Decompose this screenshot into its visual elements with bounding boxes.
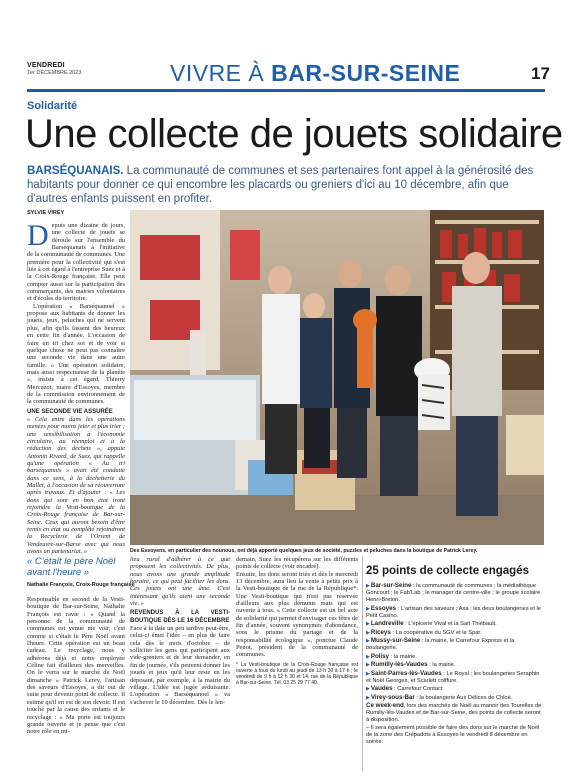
col1-paragraph-1: epuis une dizaine de jours, une collecte de jouets se déroule sur l'ensemble du Barséquanais à l'initiative de la communauté de communes. Une première pour la collectivité qui s'est liée à cet égard à l'entreprise Suez et à la Croix-Rouge française. Elle peut compter aussi sur la participation des commerçants, des mairies volontaires et d'écoles du territoire.	[27, 222, 125, 303]
issue-date: 1er DÉCEMBRE 2023	[27, 70, 82, 76]
lead-paragraph	[27, 164, 542, 206]
triangle-bullet-icon: ▶	[366, 694, 370, 701]
section-place: BAR-SUR-SEINE	[271, 60, 461, 86]
extra-note: – Il sera également possible de faire des dons sur le marché de Noël de la zone des Crépadots à Essoyes le vendredi 8 décembre en soirée.	[366, 724, 540, 745]
list-item: ▶Mussy-sur-Seine : la mairie, le Carrefour Express et la boulangerie.	[366, 637, 515, 651]
list-item: ▶Riceys : La coopérative du SGV et le Spar.	[366, 628, 482, 636]
week-end-note: Ce week-end, lors des marchés de Noël au manoir des Tourelles de Rumilly-lès-Vaudes et de Bar-sur-Seine, des points de collecte seront à disposition.	[366, 702, 542, 723]
article-photo	[130, 210, 544, 545]
triangle-bullet-icon: ▶	[366, 662, 370, 668]
column-b	[130, 556, 230, 706]
col-c-paragraph-2: Ensuite, les dons seront triés et dès le mercredi 13 décembre, aura lieu la vente à petits prix à la Vesti-boutique de la rue de la République*. Une Vesti-boutique qui n'est pas réservée d'ailleurs aux plus démunis mais qui est ouverte à tous. « Cette collecte est un bel acte de solidarité qui permet d'envisager ces fêtes de fin d'année, souvent synonymes d'abondance, sous le prisme du partage et de la responsabilité écologique », ponctue Claude Penot, président de la communauté de communes.	[236, 570, 358, 659]
triangle-bullet-icon: ▶	[366, 629, 370, 636]
section-prefix: VIVRE À	[170, 60, 272, 86]
sidebar-title: 25 points de collecte engagés	[366, 565, 529, 577]
lead-place: BARSÉQUANAIS.	[27, 165, 124, 177]
col1-subhead: UNE SECONDE VIE ASSURÉE	[27, 408, 113, 415]
list-item: ▶Essoyes : L'artisan des saveurs ; Axa ; les deux boulangeries et le Petit Casino.	[366, 604, 541, 619]
list-item: ▶Vaudes : Carrefour Contact	[366, 685, 443, 692]
col-b-paragraph-2: Face à la date un peu tardive peut-être, celui-ci émet l'idée – en plus de faire cela dès le mois d'octobre – de solliciter les gens qui participent aux vide-greniers et de leur demander, en fin de journée, s'ils peuvent donner les jouets et jeux qu'il leur reste en les déposant, par exemple, à la mairie du village. L'idée est jugée séduisante. L'opération « Barséquanoel » va s'achever le 10 décembre. Dès le len-	[130, 625, 230, 706]
column-a	[27, 596, 125, 736]
col-b-subhead: REVENDUS À LA VESTI-BOUTIQUE DÈS LE 16 DÉCEMBRE	[130, 610, 230, 624]
collection-points-list	[366, 582, 544, 746]
headline: Une collecte de jouets solidaire	[25, 112, 563, 156]
list-item: ▶Bar-sur-Seine : la communauté de communes ; la médiathèque Goncourt ; le Fab'Lab ; le manager de centre-ville ; le groupe scolaire Henri-Breton.	[366, 582, 541, 603]
col1-paragraph-2: L'opération « Barséquanoel » propose aux habitants de donner les jouets, jeux, peluches qui ne servent plus, afin qu'ils fassent des heureux en cette fin d'année. L'occasion de faire un tri chez soi et de voir si quelque chose ne peut pas connaître une seconde vie dans une autre famille. « Une opération solidaire, mais aussi respectueuse de la planète », insiste à cet égard, Thierry Mercuzot, maire d'Essoyes, membre de la commission environnement de la communauté de communes.	[27, 302, 125, 406]
author: SYLVIE VIREY	[27, 210, 65, 216]
triangle-bullet-icon: ▶	[366, 621, 370, 627]
rubric: Solidarité	[27, 100, 78, 112]
list-item: ▶Virey-sous-Bar : la boulangerie Aux Délices de Chloé.	[366, 693, 513, 701]
lead-text: La communauté de communes et ses partenaires font appel à la générosité des habitants pour donner ce qui encombre les placards ou greniers d'ici au 10 décembre, afin que d'autres enfants puissent en profiter.	[27, 165, 534, 205]
column-1	[27, 219, 125, 556]
drop-cap: D	[27, 219, 49, 252]
triangle-bullet-icon: ▶	[366, 605, 370, 612]
triangle-bullet-icon: ▶	[366, 686, 370, 692]
issue-day: VENDREDI	[27, 62, 65, 69]
quote-attribution: Nathalie François, Croix-Rouge française	[27, 582, 135, 588]
header-rule	[27, 89, 545, 92]
list-item: ▶Rumilly-lès-Vaudes : la mairie.	[366, 661, 456, 668]
page-number: 17	[531, 64, 550, 83]
triangle-bullet-icon: ▶	[366, 583, 370, 589]
triangle-bullet-icon: ▶	[366, 653, 370, 660]
pull-quote: « C'était le père Noël avant l'heure »	[27, 556, 116, 578]
col1-paragraph-3: « Cela entre dans les opérations menées pour moins jeter et plus trier ; une sensibilisation à l'économie circulaire, au réemploi et à la réduction des déchets », appuie Antonin Rivard, de Suez, qui rappelle qu'une opération « Au tri barséquanais » avait été conduite dans ce sens, à la déchetterie du Mallet, à l'occasion de sa réouverture après travaux. Et d'ajouter : « Les dons qui sont en bon état iront rejoindre la Vesti-boutique de la Croix-Rouge française de Bar-sur-Seine. Ceux qui auront besoin d'être remis en état ou complété rejoindront la Recyclerie de l'Orient de Vendeuvre-sur-Barse avec qui nous avons un partenariat. »	[27, 415, 125, 556]
col-c-footnote: * La Vesti-boutique de la Croix-Rouge française est ouverte à tous du lundi au jeudi de 13 h 30 à 17 h ; le vendredi de 9 h à 12 h 30 et 14, rue de la République à Bar-sur-Seine. Tél. 03 25 29 77 40.	[236, 661, 358, 686]
list-item: ▶Saint-Parres-lès-Vaudes : Le Royal ; les boulangeries Seraphin et Noël Georges, et Scarlett coiffure.	[366, 669, 540, 684]
section-title	[170, 60, 460, 87]
triangle-bullet-icon: ▶	[366, 670, 370, 677]
shop-photo-illustration	[130, 210, 544, 545]
col-b-paragraph-1: lieu rural d'adhérer à ce que proposent les collectivités. De plus, nous avons une grande amplitude horaire, ce qui peut faciliter les dons. Ces jouets ont une âme. C'est intéressant qu'ils aient une seconde vie. »	[130, 556, 230, 608]
sidebar-divider	[362, 556, 363, 771]
photo-caption: Des Essoyens, en particulier des nounous, ont déjà apporté quelques jeux de société, puzzles et peluches dans la boutique de Patrick Lerey.	[130, 548, 478, 554]
col-c-paragraph-1: demain, Suez les récupérera sur les différents points de collecte (voir encadré).	[236, 556, 358, 571]
triangle-bullet-icon: ▶	[366, 638, 370, 644]
list-item: ▶Polisy : la mairie.	[366, 652, 417, 660]
list-item: ▶Landreville : L'épicerie Vival et la Sarl Thiébault.	[366, 620, 497, 627]
col-a-paragraph: Responsable en second de la Vesti-boutique de Bar-sur-Seine, Nathalie François est ravie : « Quand la personne de la communauté de communes est venue me voir, c'est comme si c'était le Père Noël avant l'heure. Cette opération est un beau cadeau. Le recyclage, nous y adhérons déjà et notre employée Céline fait d'ailleurs des merveilles. On le verra sur le marché de Noël dimanche » Patrick Lerey, l'artisan des saveurs d'Essoyes, a dit oui de suite pour devenir point de collecte. Il estime qu'il en est de son devoir. Il est touché par la cause des enfants et le recyclage : « Ma porte est toujours grande ouverte et je pense que c'est notre rôle en mi-	[27, 596, 125, 736]
column-c	[236, 556, 358, 686]
